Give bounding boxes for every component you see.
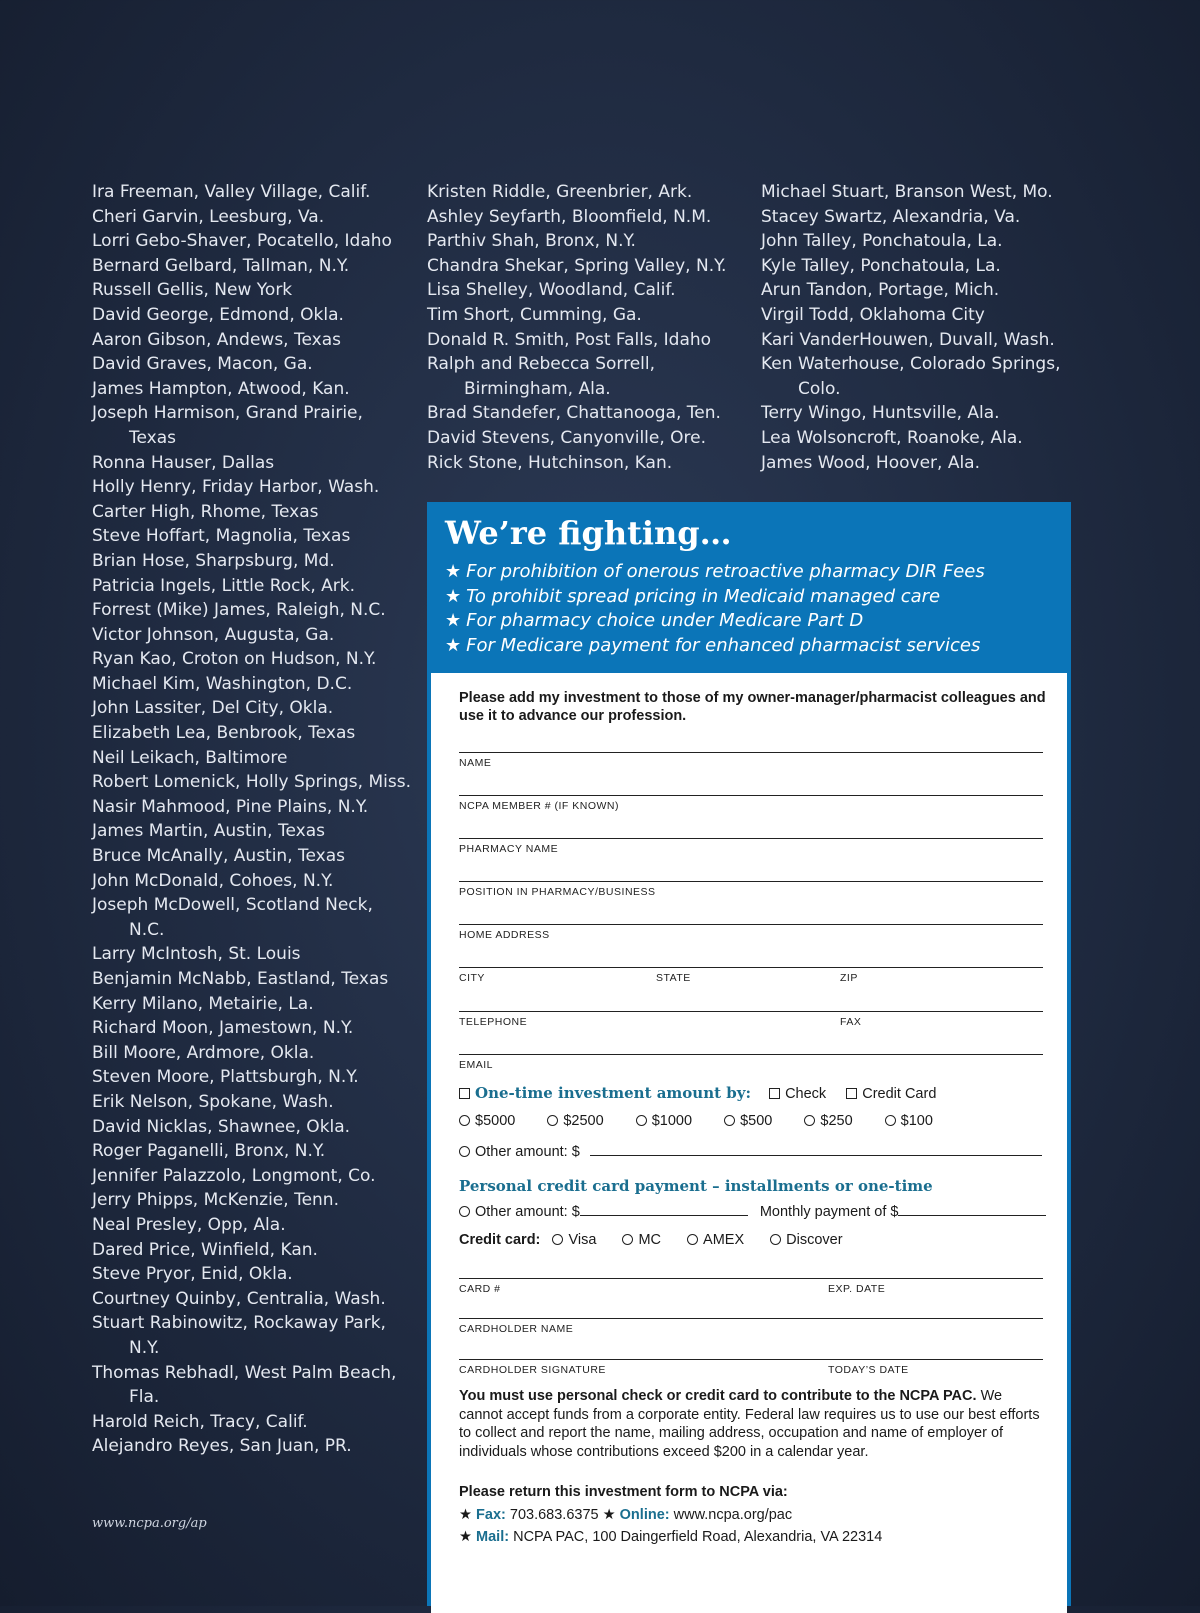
radio-icon <box>459 1115 470 1126</box>
other-amount-radio[interactable] <box>459 1146 470 1157</box>
amount-options <box>459 1113 933 1129</box>
donor-name: Thomas Rebhadl, West Palm Beach, Fla. <box>92 1362 397 1408</box>
mail-label: Mail: <box>476 1529 510 1545</box>
signature-field[interactable] <box>459 1359 1043 1360</box>
donor-name: Neil Leikach, Baltimore <box>92 747 288 768</box>
donor-name: Ira Freeman, Valley Village, Calif. <box>92 182 371 202</box>
position-label: POSITION IN PHARMACY/BUSINESS <box>459 886 656 898</box>
email-label: EMAIL <box>459 1059 494 1071</box>
member-label: NCPA MEMBER # (IF KNOWN) <box>459 800 619 812</box>
donor-name: Arun Tandon, Portage, Mich. <box>761 280 1000 301</box>
donor-name: Lea Wolsoncroft, Roanoke, Ala. <box>761 427 1023 448</box>
star-icon: ★ <box>445 610 462 632</box>
donor-name: Elizabeth Lea, Benbrook, Texas <box>92 723 356 744</box>
card-number-label: CARD # <box>459 1283 501 1295</box>
radio-icon <box>622 1234 633 1245</box>
donor-name: Rick Stone, Hutchinson, Kan. <box>427 452 673 473</box>
donor-name: Ralph and Rebecca Sorrell, Birmingham, Ala. <box>427 354 656 399</box>
online-url[interactable]: www.ncpa.org/pac <box>673 1506 793 1523</box>
form-intro: Please add my investment to those of my owner-manager/pharmacist colleagues and use it to advance our profession. <box>459 690 1046 724</box>
city-label: CITY <box>459 972 485 984</box>
donor-name: Michael Kim, Washington, D.C. <box>92 673 353 694</box>
return-line-1 <box>459 1504 882 1527</box>
donor-name: Forrest (Mike) James, Raleigh, N.C. <box>92 600 386 621</box>
donor-name: Benjamin McNabb, Eastland, Texas <box>92 969 389 989</box>
position-field[interactable] <box>459 881 1043 882</box>
return-line-2 <box>459 1526 882 1549</box>
installment-other-label: Other amount: $ <box>475 1204 580 1220</box>
star-icon: ★ <box>459 1529 472 1545</box>
donor-name: Virgil Todd, Oklahoma City <box>761 304 985 325</box>
radio-icon <box>724 1115 735 1126</box>
donor-name: Kerry Milano, Metairie, La. <box>92 993 314 1014</box>
donor-name: Carter High, Rhome, Texas <box>92 501 319 522</box>
donor-name: Nasir Mahmood, Pine Plains, N.Y. <box>92 796 369 817</box>
amount-option[interactable]: $5000 <box>459 1113 515 1129</box>
fax-label: FAX <box>840 1016 862 1028</box>
donor-name: Kyle Talley, Ponchatoula, La. <box>761 255 1001 276</box>
telephone-label: TELEPHONE <box>459 1016 528 1028</box>
radio-icon <box>687 1234 698 1245</box>
other-amount-input[interactable] <box>590 1143 1042 1156</box>
donor-column-1 <box>92 180 412 1459</box>
donor-name: Kari VanderHouwen, Duvall, Wash. <box>761 329 1055 350</box>
donor-name: Erik Nelson, Spokane, Wash. <box>92 1091 334 1112</box>
donor-name: David Stevens, Canyonville, Ore. <box>427 427 707 448</box>
donor-name: James Martin, Austin, Texas <box>92 821 325 842</box>
email-field[interactable] <box>459 1054 1043 1055</box>
box-title: We’re fighting… <box>445 514 732 552</box>
donor-name: Ashley Seyfarth, Bloomfield, N.M. <box>427 206 712 227</box>
cardholder-name-label: CARDHOLDER NAME <box>459 1323 574 1335</box>
name-label: NAME <box>459 757 492 769</box>
fighting-item: ★ For pharmacy choice under Medicare Part D <box>445 610 864 632</box>
donor-name: Richard Moon, Jamestown, N.Y. <box>92 1018 354 1039</box>
other-amount-row <box>459 1143 1042 1160</box>
radio-icon <box>636 1115 647 1126</box>
donor-name: Steve Hoffart, Magnolia, Texas <box>92 526 351 547</box>
mail-address: NCPA PAC, 100 Daingerfield Road, Alexandria, VA 22314 <box>513 1529 883 1545</box>
donor-name: Jerry Phipps, McKenzie, Tenn. <box>92 1190 339 1211</box>
footer-url: www.ncpa.org/ap <box>92 1516 207 1531</box>
donor-name: Tim Short, Cumming, Ga. <box>427 304 642 325</box>
fighting-item: ★ To prohibit spread pricing in Medicaid managed care <box>445 585 941 607</box>
donor-name: Lorri Gebo-Shaver, Pocatello, Idaho <box>92 231 392 252</box>
zip-label: ZIP <box>840 972 858 984</box>
donor-name: Stuart Rabinowitz, Rockaway Park, N.Y. <box>92 1313 386 1358</box>
donor-name: John McDonald, Cohoes, N.Y. <box>92 870 334 891</box>
card-option[interactable]: AMEX <box>687 1232 744 1248</box>
donor-name: Ryan Kao, Croton on Hudson, N.Y. <box>92 649 377 670</box>
star-icon: ★ <box>445 561 462 582</box>
credit-card-type-label: Credit card: <box>459 1232 541 1248</box>
card-option[interactable]: Visa <box>552 1232 596 1248</box>
fighting-box <box>427 502 1071 1606</box>
donor-name: Terry Wingo, Huntsville, Ala. <box>761 403 1000 424</box>
donor-name: Neal Presley, Opp, Ala. <box>92 1214 286 1235</box>
amount-option[interactable]: $2500 <box>547 1113 603 1129</box>
card-option[interactable]: MC <box>622 1232 661 1248</box>
address-field[interactable] <box>459 924 1043 925</box>
donor-name: James Wood, Hoover, Ala. <box>761 452 980 473</box>
monthly-label: Monthly payment of $ <box>759 1204 899 1220</box>
address-label: HOME ADDRESS <box>459 929 550 941</box>
exp-date-label: EXP. DATE <box>828 1283 886 1295</box>
legal-note: You must use personal check or credit card to contribute to the NCPA PAC. We cannot accept funds from a corporate entity. Federal law requires us to use our best efforts to collect and report the name, mailing address, occupation and name of employer of individuals whose contributions exceed $200 in a calendar year. <box>459 1388 1040 1460</box>
donor-name: Parthiv Shah, Bronx, N.Y. <box>427 231 636 252</box>
fax-number: 703.683.6375 <box>509 1506 599 1523</box>
telephone-fax-field[interactable] <box>459 1011 1043 1012</box>
donor-name: Bill Moore, Ardmore, Okla. <box>92 1042 315 1063</box>
donor-name: James Hampton, Atwood, Kan. <box>92 378 350 399</box>
card-option[interactable]: Discover <box>770 1232 842 1248</box>
credit-card-label: Credit Card <box>862 1086 937 1102</box>
donor-name: Holly Henry, Friday Harbor, Wash. <box>92 477 380 498</box>
donor-name: Brian Hose, Sharpsburg, Md. <box>92 550 335 571</box>
donor-name: Steve Pryor, Enid, Okla. <box>92 1264 293 1285</box>
donor-name: Michael Stuart, Branson West, Mo. <box>761 182 1053 202</box>
donor-name: Russell Gellis, New York <box>92 280 293 301</box>
donor-name: Dared Price, Winfield, Kan. <box>92 1239 318 1260</box>
donor-name: Brad Standefer, Chattanooga, Ten. <box>427 403 721 424</box>
card-number-field[interactable] <box>459 1278 1043 1279</box>
check-label: Check <box>785 1086 827 1102</box>
donor-name: Steven Moore, Plattsburgh, N.Y. <box>92 1067 359 1088</box>
radio-icon <box>804 1115 815 1126</box>
pharmacy-label: PHARMACY NAME <box>459 843 559 855</box>
donor-name: Victor Johnson, Augusta, Ga. <box>92 624 335 645</box>
installment-row <box>459 1203 1046 1220</box>
donor-column-2 <box>427 180 747 475</box>
donor-name: Harold Reich, Tracy, Calif. <box>92 1411 308 1432</box>
donor-name: Ronna Hauser, Dallas <box>92 452 275 473</box>
donor-name: Cheri Garvin, Leesburg, Va. <box>92 206 325 227</box>
donor-name: Donald R. Smith, Post Falls, Idaho <box>427 329 712 350</box>
radio-icon <box>770 1234 781 1245</box>
radio-icon <box>552 1234 563 1245</box>
donor-name: Stacey Swartz, Alexandria, Va. <box>761 206 1021 227</box>
donor-name: Bruce McAnally, Austin, Texas <box>92 846 346 867</box>
fax-label: Fax: <box>476 1506 506 1523</box>
donor-name: John Lassiter, Del City, Okla. <box>92 698 334 719</box>
donor-name: Lisa Shelley, Woodland, Calif. <box>427 280 676 301</box>
donor-name: Roger Paganelli, Bronx, N.Y. <box>92 1141 326 1162</box>
donor-name: Courtney Quinby, Centralia, Wash. <box>92 1288 386 1309</box>
donor-name: Alejandro Reyes, San Juan, PR. <box>92 1436 352 1457</box>
fighting-list <box>445 560 985 659</box>
today-date-label: TODAY’S DATE <box>828 1364 909 1376</box>
credit-card-row <box>459 1232 843 1248</box>
installment-other-radio[interactable] <box>459 1206 470 1217</box>
donor-name: David Graves, Macon, Ga. <box>92 354 313 375</box>
donor-name: Joseph McDowell, Scotland Neck, N.C. <box>92 895 373 940</box>
one-time-row <box>459 1084 936 1102</box>
signature-label: CARDHOLDER SIGNATURE <box>459 1364 606 1376</box>
star-icon: ★ <box>459 1506 472 1523</box>
pharmacy-field[interactable] <box>459 838 1043 839</box>
return-instructions <box>459 1481 882 1549</box>
one-time-checkbox[interactable] <box>459 1088 470 1099</box>
member-field[interactable] <box>459 795 1043 796</box>
city-state-zip-field[interactable] <box>459 967 1043 968</box>
monthly-input[interactable] <box>898 1203 1046 1216</box>
fighting-item: ★ For prohibition of onerous retroactive pharmacy DIR Fees <box>445 561 985 582</box>
amount-option[interactable]: $250 <box>804 1113 852 1129</box>
star-icon: ★ <box>602 1506 616 1523</box>
other-amount-label: Other amount: $ <box>475 1144 580 1160</box>
donor-name: Larry McIntosh, St. Louis <box>92 944 301 965</box>
donor-name: Aaron Gibson, Andews, Texas <box>92 329 341 350</box>
investment-form <box>431 673 1067 1613</box>
donor-name: Chandra Shekar, Spring Valley, N.Y. <box>427 255 727 276</box>
donor-name: Patricia Ingels, Little Rock, Ark. <box>92 575 356 596</box>
return-heading: Please return this investment form to NCPA via: <box>459 1484 788 1500</box>
donor-name: Ken Waterhouse, Colorado Springs, Colo. <box>761 354 1061 399</box>
donor-name: John Talley, Ponchatoula, La. <box>761 231 1003 252</box>
one-time-label: One-time investment amount by: <box>475 1084 752 1102</box>
donor-name: Joseph Harmison, Grand Prairie, Texas <box>92 403 363 448</box>
installment-other-input[interactable] <box>580 1203 748 1216</box>
donor-name: Bernard Gelbard, Tallman, N.Y. <box>92 255 350 276</box>
star-icon: ★ <box>445 635 462 657</box>
radio-icon <box>547 1115 558 1126</box>
donor-name: David George, Edmond, Okla. <box>92 304 344 325</box>
radio-icon <box>885 1115 896 1126</box>
credit-card-checkbox[interactable] <box>846 1088 857 1099</box>
donor-column-3 <box>761 180 1081 475</box>
amount-option[interactable]: $1000 <box>636 1113 692 1129</box>
check-checkbox[interactable] <box>769 1088 780 1099</box>
donor-name: Jennifer Palazzolo, Longmont, Co. <box>92 1165 376 1186</box>
donor-name: Robert Lomenick, Holly Springs, Miss. <box>92 772 411 793</box>
donor-name: David Nicklas, Shawnee, Okla. <box>92 1116 351 1137</box>
online-label: Online: <box>619 1506 670 1523</box>
amount-option[interactable]: $100 <box>885 1113 933 1129</box>
fighting-item: ★ For Medicare payment for enhanced pharmacist services <box>445 635 981 657</box>
star-icon: ★ <box>445 585 462 607</box>
name-field[interactable] <box>459 752 1043 753</box>
amount-option[interactable]: $500 <box>724 1113 772 1129</box>
donor-name: Kristen Riddle, Greenbrier, Ark. <box>427 182 693 202</box>
personal-heading: Personal credit card payment – installments or one-time <box>459 1177 933 1195</box>
state-label: STATE <box>656 972 691 984</box>
cardholder-name-field[interactable] <box>459 1318 1043 1319</box>
